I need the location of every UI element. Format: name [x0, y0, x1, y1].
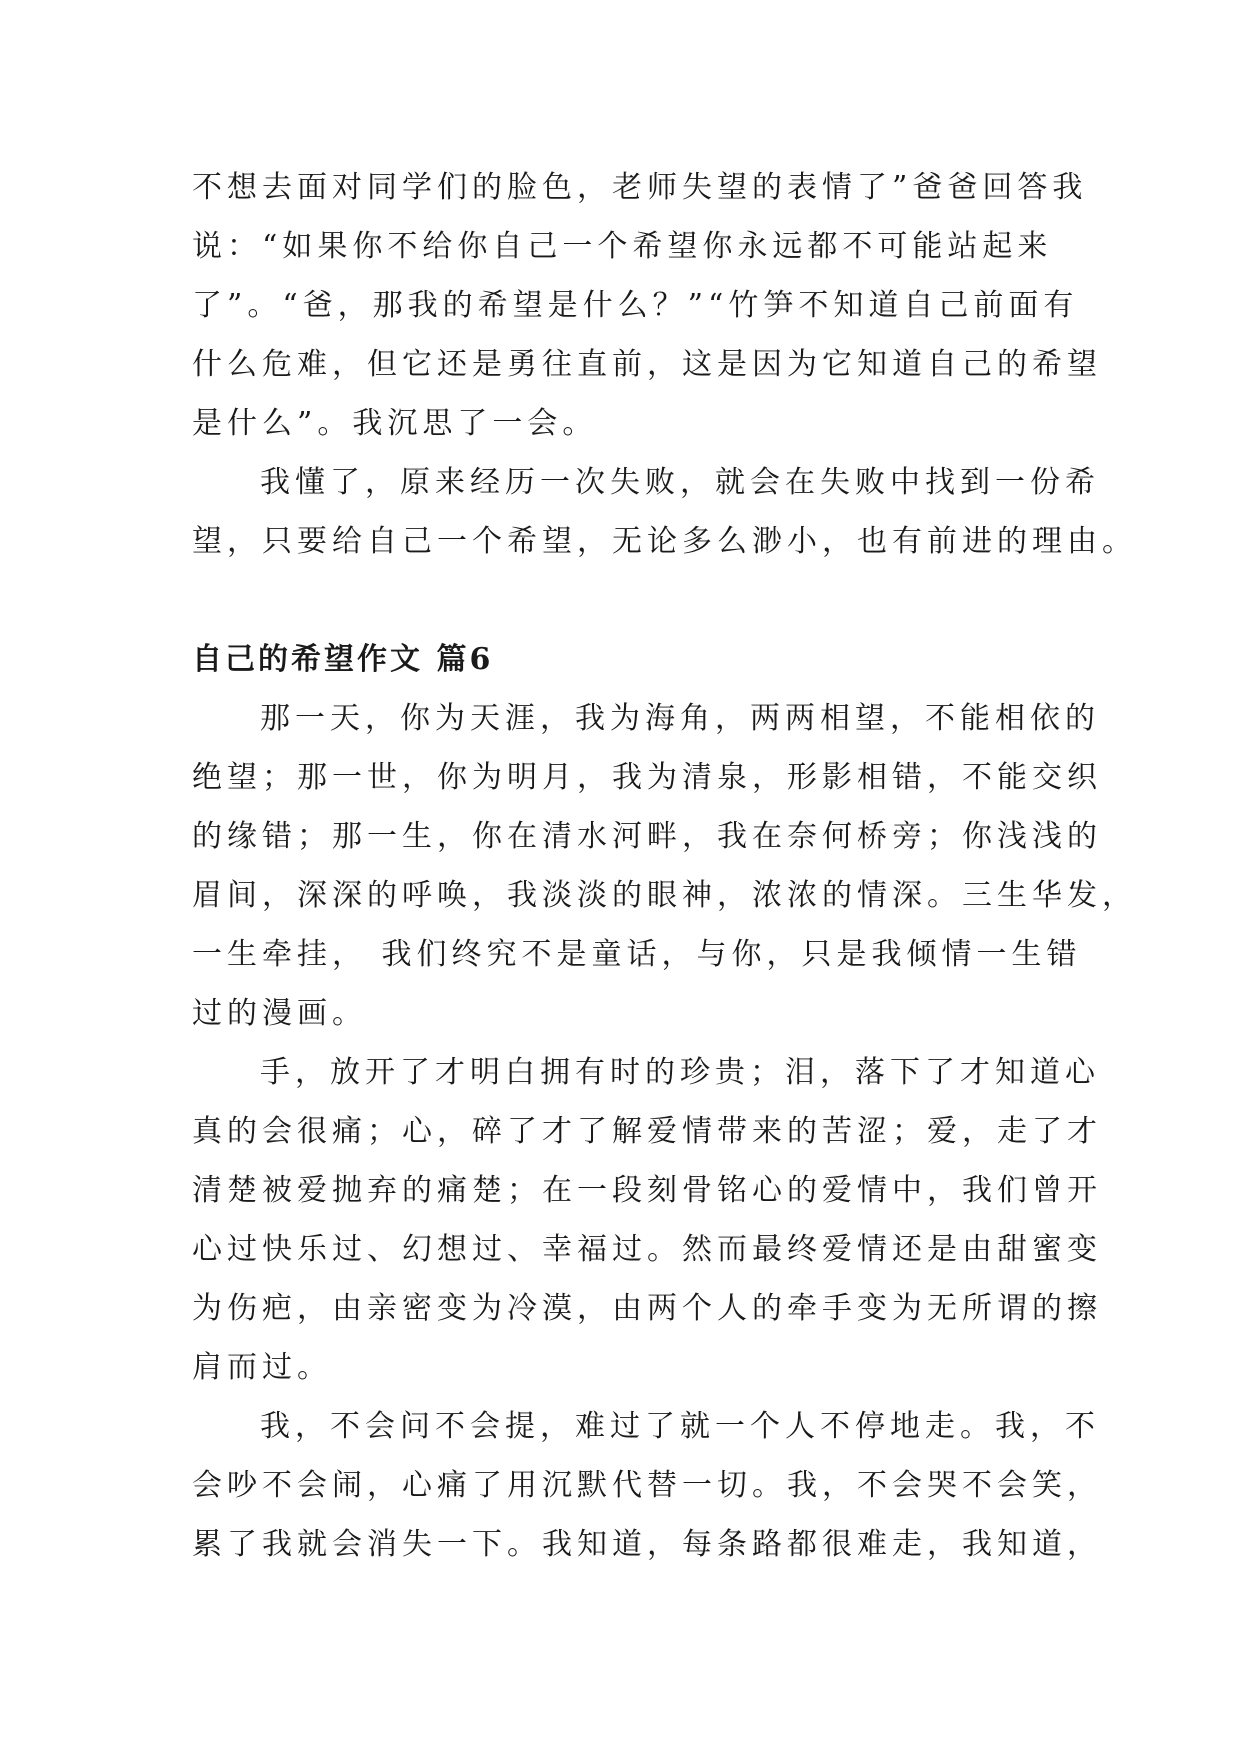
text-line: 我懂了，原来经历一次失败，就会在失败中找到一份希	[260, 465, 1100, 500]
text-line: 不想去面对同学们的脸色，老师失望的表情了”爸爸回答我	[192, 170, 1088, 205]
text-line: 清楚被爱抛弃的痛楚；在一段刻骨铭心的爱情中，我们曾开	[192, 1173, 1102, 1208]
paragraph	[192, 1043, 1102, 1397]
text-line: 望，只要给自己一个希望，无论多么渺小，也有前进的理由。	[192, 524, 1137, 559]
text-line: 真的会很痛；心，碎了才了解爱情带来的苦涩；爱，走了才	[192, 1114, 1102, 1149]
paragraph	[192, 453, 1137, 571]
text-line: 心过快乐过、幻想过、幸福过。然而最终爱情还是由甜蜜变	[192, 1232, 1102, 1267]
text-line: 了”。“爸，那我的希望是什么？”“竹笋不知道自己前面有	[192, 288, 1079, 323]
text-line: 会吵不会闹，心痛了用沉默代替一切。我，不会哭不会笑，	[192, 1468, 1102, 1503]
paragraph	[192, 1397, 1102, 1574]
text-line: 一生牵挂， 我们终究不是童话，与你，只是我倾情一生错	[192, 937, 1082, 972]
document-page	[192, 158, 1137, 1574]
text-line: 累了我就会消失一下。我知道，每条路都很难走，我知道，	[192, 1527, 1102, 1562]
text-line: 手，放开了才明白拥有时的珍贵；泪，落下了才知道心	[260, 1055, 1100, 1090]
text-line: 什么危难，但它还是勇往直前，这是因为它知道自己的希望	[192, 347, 1102, 382]
paragraph-gap	[192, 571, 1062, 630]
section-heading: 自己的希望作文 篇6	[192, 642, 494, 677]
paragraph	[192, 689, 1137, 1043]
text-line: 肩而过。	[192, 1350, 332, 1385]
text-line: 那一天，你为天涯，我为海角，两两相望，不能相依的	[260, 701, 1100, 736]
text-line: 为伤疤，由亲密变为冷漠，由两个人的牵手变为无所谓的擦	[192, 1291, 1102, 1326]
paragraph	[192, 158, 1102, 453]
text-line: 眉间，深深的呼唤，我淡淡的眼神，浓浓的情深。三生华发，	[192, 878, 1137, 913]
text-line: 说：“如果你不给你自己一个希望你永远都不可能站起来	[192, 229, 1053, 264]
text-line: 绝望；那一世，你为明月，我为清泉，形影相错，不能交织	[192, 760, 1102, 795]
text-line: 的缘错；那一生，你在清水河畔，我在奈何桥旁；你浅浅的	[192, 819, 1102, 854]
text-line: 我，不会问不会提，难过了就一个人不停地走。我，不	[260, 1409, 1100, 1444]
text-line: 过的漫画。	[192, 996, 367, 1031]
text-line: 是什么”。我沉思了一会。	[192, 406, 598, 441]
